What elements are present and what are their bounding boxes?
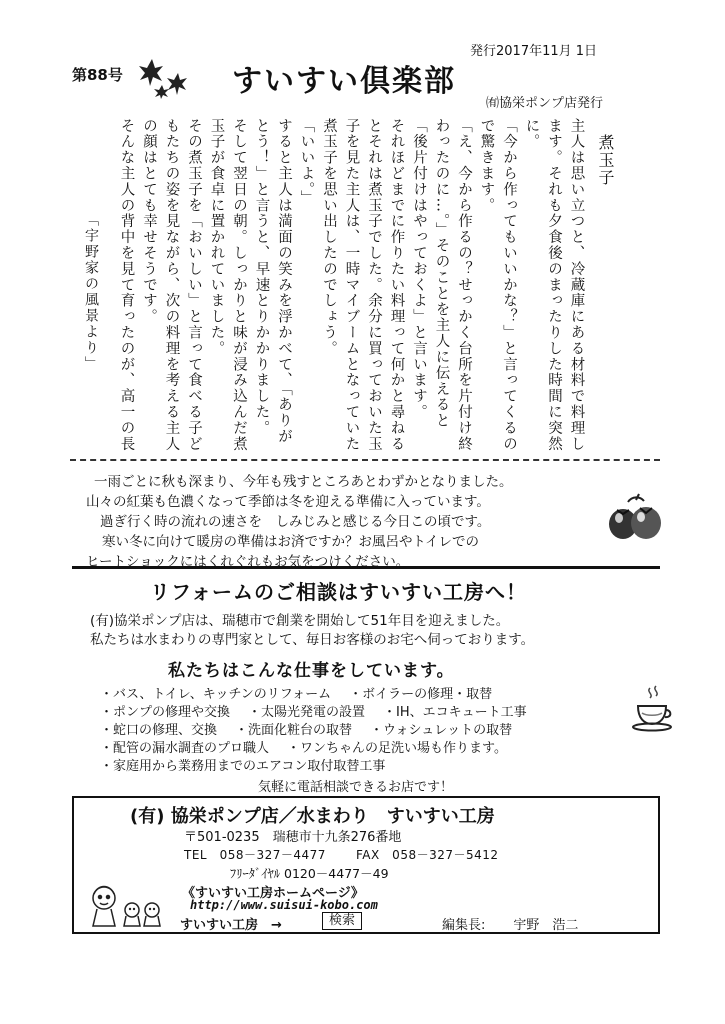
essay-paragraph: 「今から作ってもいいかな？」と言ってくるので驚きます。 [478,118,517,452]
essay-paragraph: それほどまでに作りたい料理って何かと尋ねるとそれは煮玉子でした。余分に買っておいた玉子を見た主人は、一時マイブームとなっていた煮玉子を思い出したのでしょう。 [321,118,405,452]
services-row [100,704,620,722]
teacup-icon [630,684,674,732]
essay-paragraph: 「いいよ。」 [298,118,315,207]
service-item: ・蛇口の修理、交換 [100,723,218,738]
company-name: (有) 協栄ポンプ店／水まわり すいすい工房 [130,806,495,827]
freedial-line [230,864,389,882]
company-address: 〒501-0235 瑞穂市十九条276番地 [184,830,402,845]
seasonal-greeting [86,472,626,572]
essay-paragraph: 主人は思い立つと、冷蔵庫にある材料で料理します。それも夕食後のまったりした時間に突然に。 [523,118,585,452]
services-row [100,722,620,740]
greeting-line: 山々の紅葉も色濃くなって季節は冬を迎える準備に入っています。 [86,494,490,510]
essay-paragraph: その煮玉子を「おいしい」と言って食べる子どもたちの姿を見ながら、次の料理を考える主人の顔はとても幸せそうです。 [141,118,202,452]
homepage-title: 《すいすい工房ホームページ》 [182,886,364,901]
services-row [100,758,620,776]
service-item: ・配管の漏水調査のプロ職人 [100,741,270,756]
service-item: ・ウォシュレットの取替 [370,723,513,738]
editor-label: 編集長: [442,918,486,933]
reform-heading: リフォームのご相談はすいすい工房へ！ [150,580,527,604]
issue-date: 発行2017年11月 1日 [470,44,598,59]
service-item: ・ボイラーの修理・取替 [349,687,493,702]
service-item: ・ワンちゃんの足洗い場も作ります。 [287,741,507,756]
greeting-line: 一雨ごとに秋も深まり、今年も残すところあとわずかとなりました。 [94,474,513,490]
services-list [100,686,620,776]
dashed-divider [70,459,660,461]
greeting-line: 過ぎ行く時の流れの速さを しみじみと感じる今日この頃です。 [100,514,491,530]
issue-number: 第88号 [72,66,123,84]
editor-name: 宇野 浩二 [513,918,579,933]
services-row [100,686,620,704]
essay-caption: 「宇野家の風景より」 [83,212,99,372]
persimmon-icon [606,492,664,544]
phone-number: TEL 058－327－4477 [184,848,326,862]
mascot-characters-icon [86,880,166,930]
essay-paragraph: 「え、今から作るの？せっかく台所を片付け終わったのに…。」そのことを主人に伝えると「後片付けはやっておくよ」と言います。 [411,118,472,452]
maple-leaves-icon [138,55,196,99]
company-intro [90,612,650,650]
consult-note: 気軽に電話相談できるお店です！ [258,780,454,795]
greeting-line: ヒートショックにはくれぐれもお気をつけください。 [86,554,410,570]
essay-paragraph: そして翌日の朝。しっかりと味が浸み込んだ煮玉子が食卓に置かれていました。 [208,118,247,452]
essay-paragraph: すると主人は満面の笑みを浮かべて、「ありがとう！」と言うと、早速とりかかりました。 [253,118,292,445]
newsletter-title: すいすい倶楽部 [232,64,456,99]
freedial-label: ﾌﾘｰﾀﾞｲﾔﾙ [230,866,281,881]
service-item: ・IH、エコキュート工事 [383,705,527,720]
greeting-line: 寒い冬に向けて暖房の準備はお済ですか？お風呂やトイレでの [102,534,480,550]
section-divider [72,566,660,569]
intro-line: 私たちは水まわりの専門家として、毎日お客様のお宅へ伺っております。 [90,632,535,648]
freedial-number: 0120－4477－49 [284,866,389,881]
service-item: ・ポンプの修理や交換 [100,705,231,720]
essay-paragraph: そんな主人の背中を見て育ったのが、高一の長 [118,118,135,452]
search-button[interactable]: 検索 [322,912,362,930]
homepage-url[interactable]: http://www.suisui-kobo.com [190,898,378,912]
phone-fax-line [184,846,499,863]
search-prompt: すいすい工房 → [180,918,282,933]
publisher-name: ㈲協栄ポンプ店発行 [486,96,604,111]
service-item: ・洗面化粧台の取替 [235,723,353,738]
service-item: ・家庭用から業務用までのエアコン取付取替工事 [100,759,386,774]
service-item: ・太陽光発電の設置 [248,705,366,720]
editor-credit [442,914,578,933]
intro-line: (有)協栄ポンプ店は、瑞穂市で創業を開始して51年目を迎えました。 [90,613,510,629]
essay [116,118,616,456]
essay-title: 煮玉子 [596,134,615,187]
services-heading: 私たちはこんな仕事をしています。 [168,661,455,681]
fax-number: FAX 058－327－5412 [355,848,499,862]
service-item: ・バス、トイレ、キッチンのリフォーム [100,687,332,702]
services-row [100,740,620,758]
